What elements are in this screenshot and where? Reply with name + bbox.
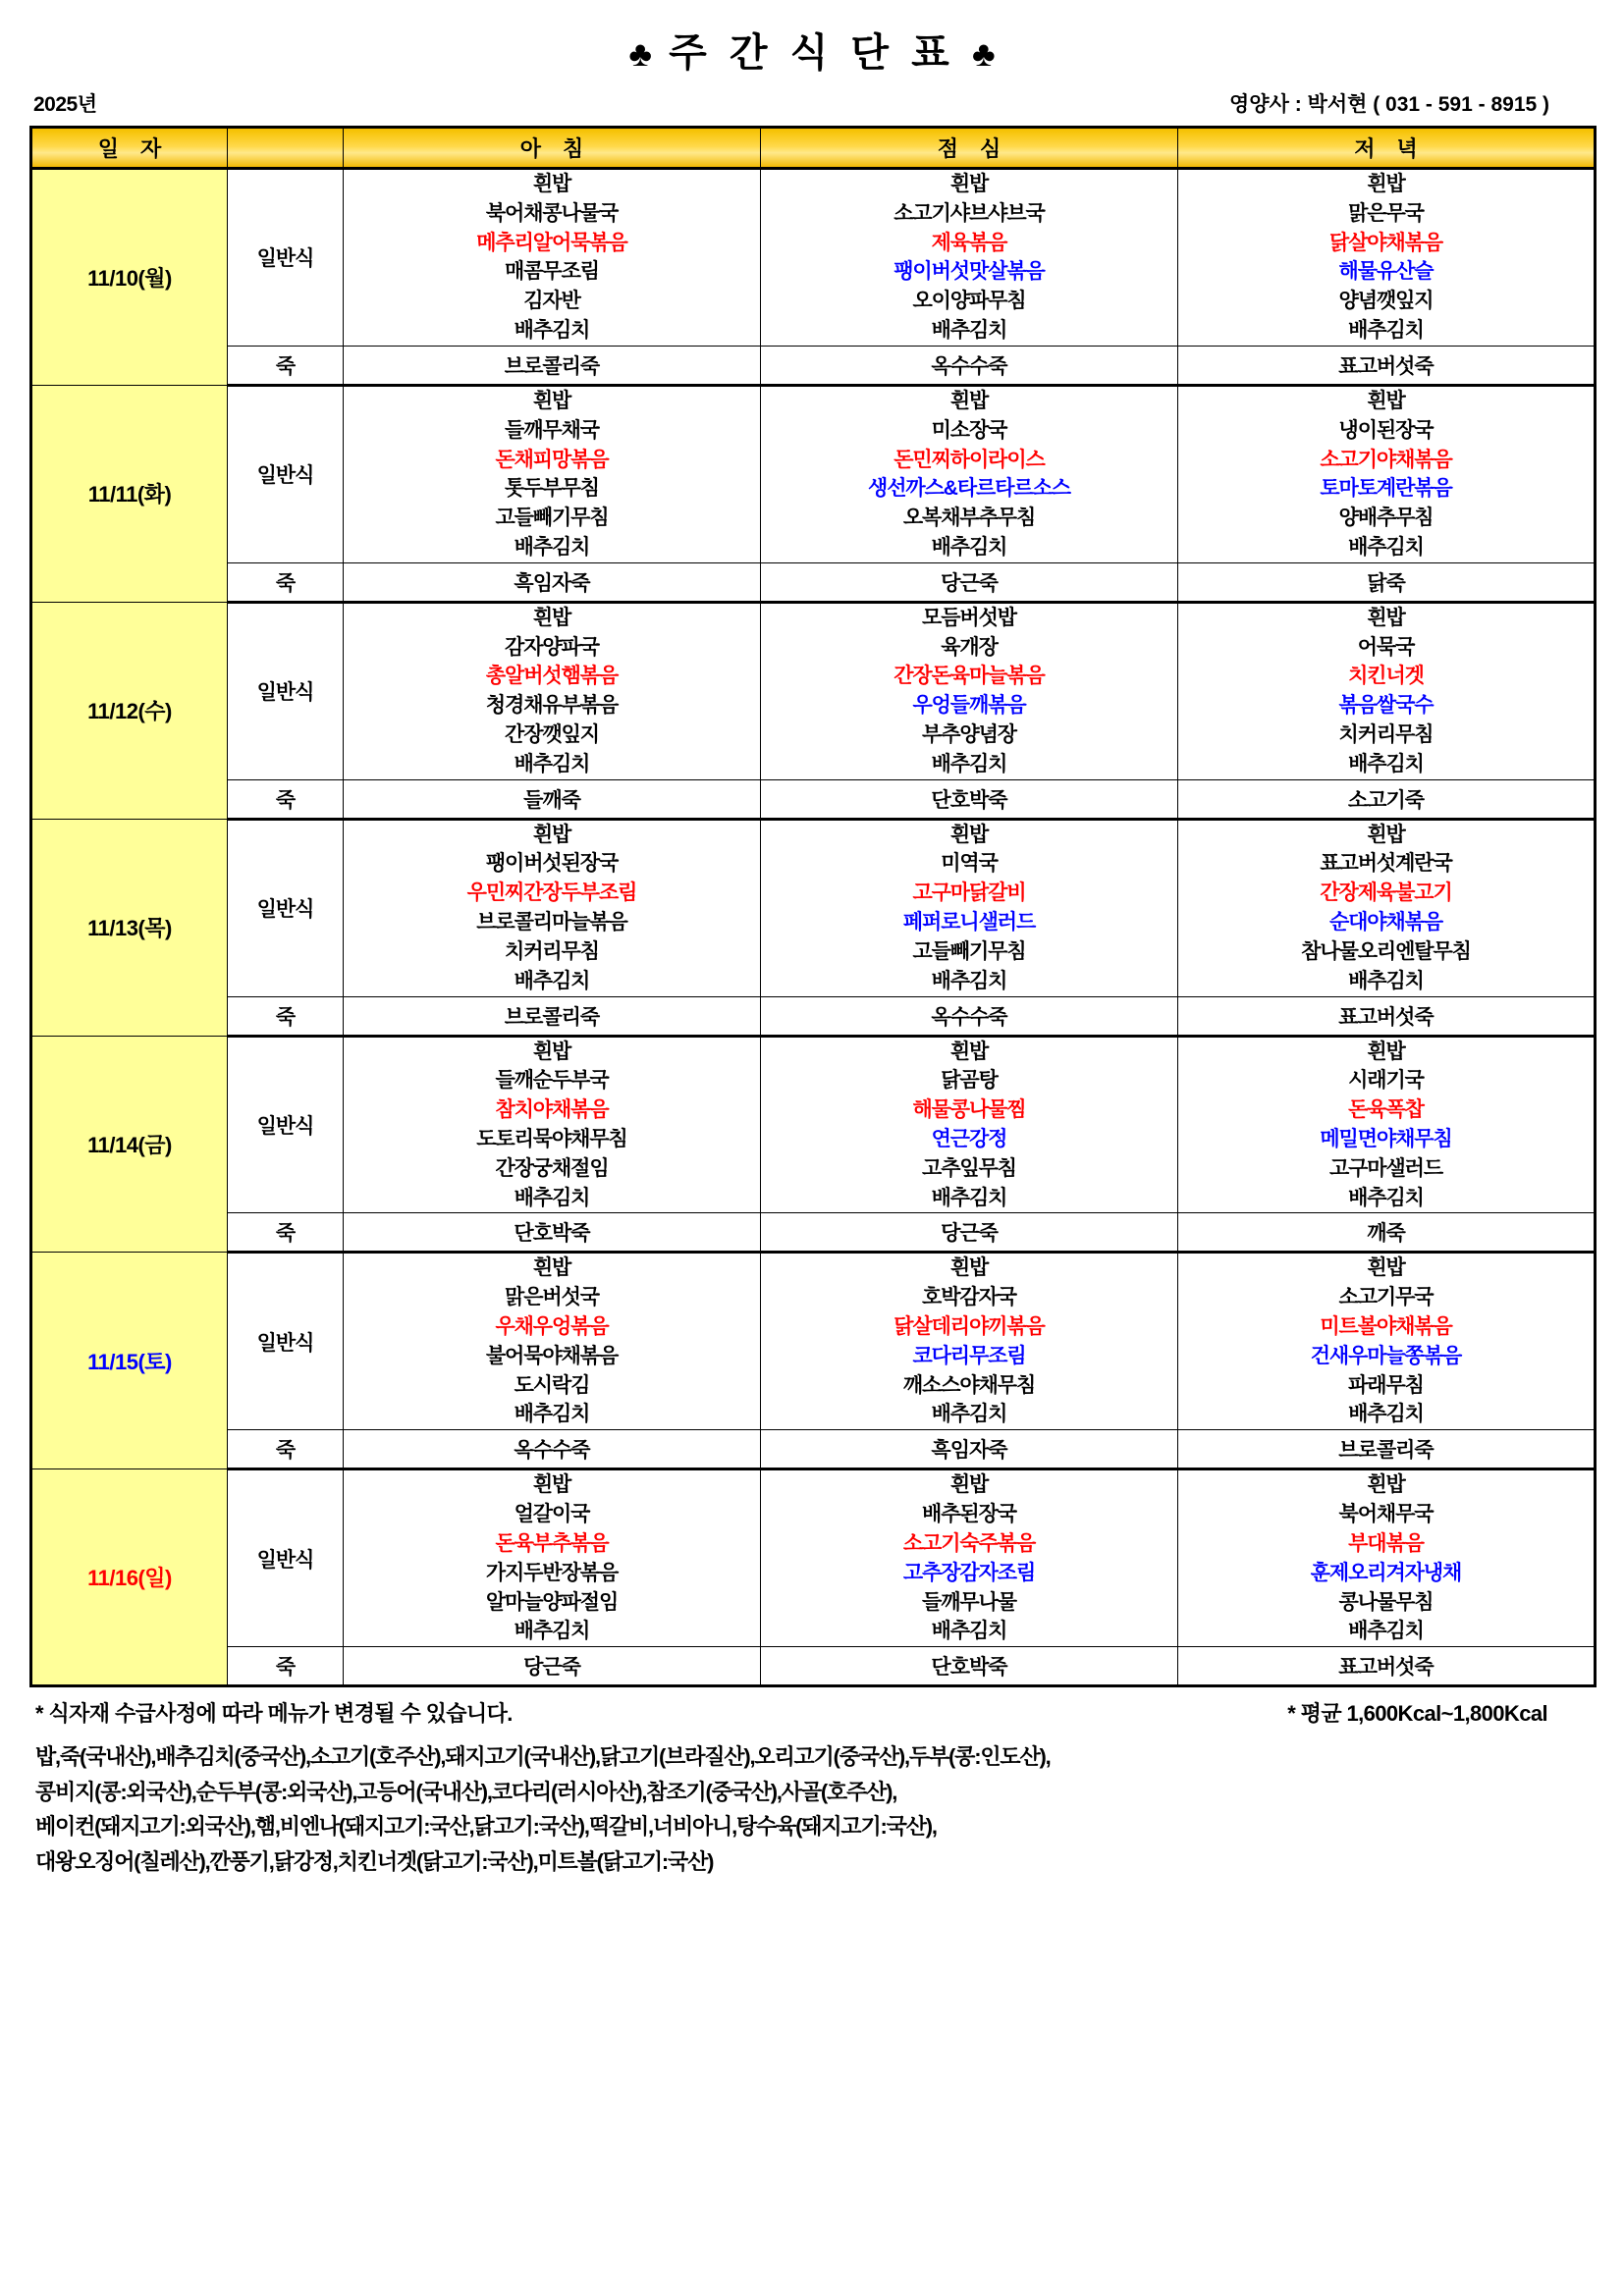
year-label: 2025년: [33, 93, 97, 116]
club-suit-icon-right: ♣: [971, 33, 996, 74]
dish-item: 고추잎무침: [922, 1156, 1016, 1180]
dish-item: 배추김치: [931, 1403, 1007, 1426]
table-row: [31, 1430, 1596, 1469]
dish-item: 고구마샐러드: [1328, 1156, 1443, 1180]
table-head: [31, 128, 1596, 169]
dish-item: 도시락김: [514, 1373, 590, 1397]
dish-item: 흰밥: [949, 823, 989, 846]
menu-cell-dinner: [1178, 169, 1596, 347]
dish-item: 깨소스야채무침: [902, 1373, 1036, 1397]
dish-item: 알마늘양파절임: [485, 1590, 619, 1614]
porridge-cell: 표고버섯죽: [1178, 996, 1596, 1036]
origin-line: 베이컨(돼지고기:외국산),햄,비엔나(돼지고기:국산,닭고기:국산),떡갈비,너비아니,탕수육(돼지고기:국산),: [35, 1814, 937, 1840]
dish-item: 흰밥: [1367, 389, 1405, 412]
dish-item: 맑은무국: [1348, 201, 1424, 225]
dish-item: 고추장감자조림: [902, 1561, 1036, 1584]
meal-type-porridge: 죽: [228, 779, 344, 819]
porridge-cell: 당근죽: [761, 562, 1178, 602]
dish-item: 간장깻잎지: [505, 723, 599, 746]
porridge-cell: 브로콜리죽: [344, 996, 761, 1036]
dish-item: 북어채무국: [1338, 1503, 1434, 1526]
porridge-cell: 표고버섯죽: [1178, 1647, 1596, 1686]
porridge-cell: 닭죽: [1178, 562, 1596, 602]
dish-item: 흰밥: [1367, 606, 1405, 629]
dish-item: 총알버섯햄볶음: [485, 665, 619, 688]
meal-type-porridge: 죽: [228, 562, 344, 602]
table-row: [31, 385, 1596, 562]
dish-item: 닭살야채볶음: [1328, 231, 1443, 254]
dish-item: 오복채부추무침: [902, 507, 1036, 530]
porridge-cell: 단호박죽: [761, 1647, 1178, 1686]
menu-cell-breakfast: [344, 602, 761, 779]
dish-item: 흰밥: [532, 1473, 571, 1497]
dish-item: 간장궁채절임: [495, 1156, 609, 1180]
dish-item: 흰밥: [532, 606, 571, 629]
dish-item: 돈채피망볶음: [495, 448, 609, 471]
dish-item: 해물유산슬: [1338, 260, 1434, 284]
dish-item: 부대볶음: [1348, 1531, 1424, 1555]
dish-item: 어묵국: [1357, 635, 1415, 659]
dish-item: 해물콩나물찜: [912, 1098, 1026, 1122]
dish-item: 제육볶음: [931, 231, 1007, 254]
dish-item: 배추김치: [931, 1620, 1007, 1643]
menu-cell-dinner: [1178, 1036, 1596, 1213]
menu-cell-dinner: [1178, 819, 1596, 996]
table-row: [31, 996, 1596, 1036]
table-row: [31, 169, 1596, 347]
dish-item: 돈육부추볶음: [495, 1531, 609, 1555]
porridge-cell: 깨죽: [1178, 1213, 1596, 1253]
porridge-cell: 브로콜리죽: [1178, 1430, 1596, 1469]
dish-item: 불어묵야채볶음: [485, 1344, 619, 1367]
menu-cell-breakfast: [344, 1253, 761, 1430]
dish-item: 흰밥: [532, 389, 571, 412]
dish-item: 흰밥: [1367, 1256, 1405, 1280]
menu-cell-breakfast: [344, 1469, 761, 1647]
dish-item: 미트볼야채볶음: [1320, 1315, 1452, 1338]
column-header-date: 일 자: [31, 128, 228, 169]
table-row: [31, 602, 1596, 779]
menu-cell-lunch: [761, 1036, 1178, 1213]
dish-item: 연근강정: [931, 1127, 1007, 1150]
table-row: [31, 346, 1596, 385]
dish-item: 청경채유부볶음: [485, 694, 619, 718]
dish-item: 소고기숙주볶음: [902, 1531, 1036, 1555]
meal-type-porridge: 죽: [228, 346, 344, 385]
menu-cell-breakfast: [344, 819, 761, 996]
dish-item: 들깨순두부국: [495, 1069, 609, 1093]
page-title: [628, 33, 995, 73]
dish-item: 흰밥: [532, 1256, 571, 1280]
dish-item: 토마토계란볶음: [1320, 477, 1452, 501]
dish-item: 돈민찌하이라이스: [893, 448, 1045, 471]
table-header-row: [31, 128, 1596, 169]
dish-item: 육개장: [941, 635, 998, 659]
dish-item: 메추리알어묵볶음: [476, 231, 627, 254]
dish-item: 호박감자국: [922, 1286, 1016, 1309]
meal-type-regular: 일반식: [228, 819, 344, 996]
dish-item: 배추김치: [514, 1620, 590, 1643]
table-row: [31, 1036, 1596, 1213]
dish-item: 오이양파무침: [912, 290, 1026, 313]
dish-item: 고들빼기무침: [495, 507, 609, 530]
dish-item: 참치야채볶음: [495, 1098, 609, 1122]
average-calories-note: * 평균 1,600Kcal~1,800Kcal: [1287, 1701, 1547, 1727]
porridge-cell: 표고버섯죽: [1178, 346, 1596, 385]
dish-item: 배추된장국: [922, 1503, 1016, 1526]
weekly-menu-table: [29, 126, 1597, 1687]
porridge-cell: 옥수수죽: [344, 1430, 761, 1469]
dish-item: 모듬버섯밥: [922, 606, 1016, 629]
table-row: [31, 1469, 1596, 1647]
porridge-cell: 옥수수죽: [761, 996, 1178, 1036]
dish-item: 치커리무침: [1338, 723, 1434, 746]
menu-change-notice: * 식자재 수급사정에 따라 메뉴가 변경될 수 있습니다.: [35, 1701, 513, 1727]
menu-cell-lunch: [761, 385, 1178, 562]
meal-type-regular: 일반식: [228, 169, 344, 347]
meal-type-regular: 일반식: [228, 1253, 344, 1430]
dish-item: 고들빼기무침: [912, 939, 1026, 963]
dish-item: 톳두부무침: [505, 477, 599, 501]
origin-line: 콩비지(콩:외국산),순두부(콩:외국산),고등어(국내산),코다리(러시아산),참조기(중국산),사골(호주산),: [35, 1779, 897, 1804]
dish-item: 소고기야채볶음: [1320, 448, 1452, 471]
dish-item: 콩나물무침: [1338, 1590, 1434, 1614]
date-cell: 11/15(토): [31, 1253, 228, 1469]
dish-item: 흰밥: [949, 1473, 989, 1497]
dish-item: 도토리묵야채무침: [476, 1127, 627, 1150]
dish-item: 시래기국: [1348, 1069, 1424, 1093]
dish-item: 간장돈육마늘볶음: [893, 665, 1045, 688]
dish-item: 흰밥: [1367, 823, 1405, 846]
dish-item: 배추김치: [514, 319, 590, 343]
dish-item: 냉이된장국: [1338, 418, 1434, 442]
porridge-cell: 흑임자죽: [344, 562, 761, 602]
dish-item: 배추김치: [931, 319, 1007, 343]
club-suit-icon-left: ♣: [628, 33, 653, 74]
column-header-dinner: 저 녁: [1178, 128, 1596, 169]
dish-item: 배추김치: [1348, 1620, 1424, 1643]
meal-type-porridge: 죽: [228, 1647, 344, 1686]
dish-item: 흰밥: [1367, 173, 1405, 195]
dish-item: 들깨무나물: [922, 1590, 1016, 1614]
menu-cell-dinner: [1178, 1469, 1596, 1647]
menu-cell-dinner: [1178, 602, 1596, 779]
origin-line: 밥,죽(국내산),배추김치(중국산),소고기(호주산),돼지고기(국내산),닭고기(브라질산),오리고기(중국산),두부(콩:인도산),: [35, 1744, 1051, 1770]
porridge-cell: 당근죽: [761, 1213, 1178, 1253]
menu-cell-breakfast: [344, 385, 761, 562]
dish-item: 김자반: [523, 290, 580, 313]
dish-item: 고구마닭갈비: [912, 881, 1026, 905]
dish-item: 맑은버섯국: [505, 1286, 599, 1309]
dish-item: 흰밥: [1367, 1040, 1405, 1063]
date-cell: 11/12(수): [31, 602, 228, 819]
page-title-text: 주 간 식 단 표: [669, 31, 955, 75]
dish-item: 들깨무채국: [505, 418, 599, 442]
dish-item: 배추김치: [514, 969, 590, 992]
porridge-cell: 소고기죽: [1178, 779, 1596, 819]
menu-cell-breakfast: [344, 169, 761, 347]
dish-item: 북어채콩나물국: [485, 201, 619, 225]
porridge-cell: 옥수수죽: [761, 346, 1178, 385]
dish-item: 배추김치: [931, 535, 1007, 559]
dish-item: 순대야채볶음: [1328, 911, 1443, 934]
dish-item: 흰밥: [532, 173, 571, 195]
porridge-cell: 단호박죽: [344, 1213, 761, 1253]
title-row: [29, 20, 1595, 73]
dish-item: 배추김치: [931, 969, 1007, 992]
dish-item: 배추김치: [1348, 969, 1424, 992]
dish-item: 흰밥: [949, 1040, 989, 1063]
dish-item: 페퍼로니샐러드: [902, 911, 1036, 934]
dish-item: 가지두반장볶음: [485, 1561, 619, 1584]
porridge-cell: 단호박죽: [761, 779, 1178, 819]
dish-item: 우엉들깨볶음: [912, 694, 1026, 718]
dish-item: 배추김치: [1348, 752, 1424, 775]
dish-item: 소고기샤브샤브국: [893, 201, 1045, 225]
dish-item: 치킨너겟: [1348, 665, 1424, 688]
date-cell: 11/13(목): [31, 819, 228, 1036]
table-row: [31, 1253, 1596, 1430]
dish-item: 배추김치: [514, 1403, 590, 1426]
menu-cell-dinner: [1178, 1253, 1596, 1430]
menu-cell-lunch: [761, 819, 1178, 996]
dish-item: 흰밥: [532, 1040, 571, 1063]
dish-item: 건새우마늘쫑볶음: [1310, 1344, 1462, 1367]
dish-item: 흰밥: [949, 1256, 989, 1280]
dish-item: 배추김치: [1348, 535, 1424, 559]
dish-item: 참나물오리엔탈무침: [1301, 939, 1471, 963]
meal-type-regular: 일반식: [228, 385, 344, 562]
dish-item: 닭곰탕: [941, 1069, 998, 1093]
dish-item: 간장제육불고기: [1320, 881, 1452, 905]
dish-item: 부추양념장: [922, 723, 1016, 746]
dish-item: 치커리무침: [505, 939, 599, 963]
dish-item: 양념깻잎지: [1338, 290, 1434, 313]
dish-item: 돈육폭찹: [1348, 1098, 1424, 1122]
meal-type-regular: 일반식: [228, 1036, 344, 1213]
dish-item: 매콤무조림: [505, 260, 599, 284]
footer-top-row: [35, 1697, 1589, 1728]
meal-type-porridge: 죽: [228, 1213, 344, 1253]
dish-item: 코다리무조림: [912, 1344, 1026, 1367]
column-header-lunch: 점 심: [761, 128, 1178, 169]
dish-item: 팽이버섯맛살볶음: [893, 260, 1045, 284]
date-cell: 11/11(화): [31, 385, 228, 602]
table-row: [31, 779, 1596, 819]
table-row: [31, 562, 1596, 602]
meal-type-regular: 일반식: [228, 602, 344, 779]
dish-item: 배추김치: [1348, 319, 1424, 343]
dish-item: 브로콜리마늘볶음: [476, 911, 627, 934]
dish-item: 소고기무국: [1338, 1286, 1434, 1309]
table-row: [31, 1213, 1596, 1253]
dish-item: 우채우엉볶음: [495, 1315, 609, 1338]
date-cell: 11/16(일): [31, 1469, 228, 1686]
menu-cell-breakfast: [344, 1036, 761, 1213]
menu-cell-lunch: [761, 169, 1178, 347]
dish-item: 흰밥: [1367, 1473, 1405, 1497]
dish-item: 배추김치: [1348, 1403, 1424, 1426]
table-row: [31, 1647, 1596, 1686]
dish-item: 메밀면야채무침: [1320, 1127, 1452, 1150]
footer: [29, 1697, 1595, 1880]
menu-cell-lunch: [761, 602, 1178, 779]
porridge-cell: 흑임자죽: [761, 1430, 1178, 1469]
dish-item: 배추김치: [514, 752, 590, 775]
dish-item: 파래무침: [1348, 1373, 1424, 1397]
menu-cell-lunch: [761, 1253, 1178, 1430]
dish-item: 배추김치: [931, 1186, 1007, 1209]
meal-type-regular: 일반식: [228, 1469, 344, 1647]
dish-item: 팽이버섯된장국: [485, 852, 619, 876]
origin-line: 대왕오징어(칠레산),깐풍기,닭강정,치킨너겟(닭고기:국산),미트볼(닭고기:국산): [35, 1849, 714, 1874]
menu-cell-lunch: [761, 1469, 1178, 1647]
dish-item: 배추김치: [1348, 1186, 1424, 1209]
column-header-mealtype: [228, 128, 344, 169]
dish-item: 얼갈이국: [514, 1503, 590, 1526]
meal-type-porridge: 죽: [228, 1430, 344, 1469]
dish-item: 미소장국: [931, 418, 1007, 442]
nutritionist-label: 영양사 : 박서현 ( 031 - 591 - 8915 ): [1229, 93, 1549, 116]
dish-item: 감자양파국: [505, 635, 599, 659]
porridge-cell: 들깨죽: [344, 779, 761, 819]
column-header-breakfast: 아 침: [344, 128, 761, 169]
menu-cell-dinner: [1178, 385, 1596, 562]
dish-item: 표고버섯계란국: [1320, 852, 1452, 876]
dish-item: 배추김치: [514, 1186, 590, 1209]
porridge-cell: 브로콜리죽: [344, 346, 761, 385]
dish-item: 미역국: [941, 852, 998, 876]
table-row: [31, 819, 1596, 996]
dish-item: 배추김치: [514, 535, 590, 559]
date-cell: 11/10(월): [31, 169, 228, 386]
meta-row: [29, 88, 1595, 118]
origin-of-ingredients-block: [35, 1739, 1589, 1880]
meal-type-porridge: 죽: [228, 996, 344, 1036]
dish-item: 배추김치: [931, 752, 1007, 775]
dish-item: 닭살데리야끼볶음: [893, 1315, 1045, 1338]
table-body: [31, 169, 1596, 1686]
dish-item: 우민찌간장두부조림: [466, 881, 637, 905]
dish-item: 양배추무침: [1338, 507, 1434, 530]
dish-item: 흰밥: [532, 823, 571, 846]
date-cell: 11/14(금): [31, 1036, 228, 1253]
dish-item: 흰밥: [949, 173, 989, 195]
dish-item: 훈제오리겨자냉채: [1310, 1561, 1462, 1584]
dish-item: 볶음쌀국수: [1338, 694, 1434, 718]
dish-item: 생선까스&타르타르소스: [868, 477, 1070, 501]
dish-item: 흰밥: [949, 389, 989, 412]
porridge-cell: 당근죽: [344, 1647, 761, 1686]
